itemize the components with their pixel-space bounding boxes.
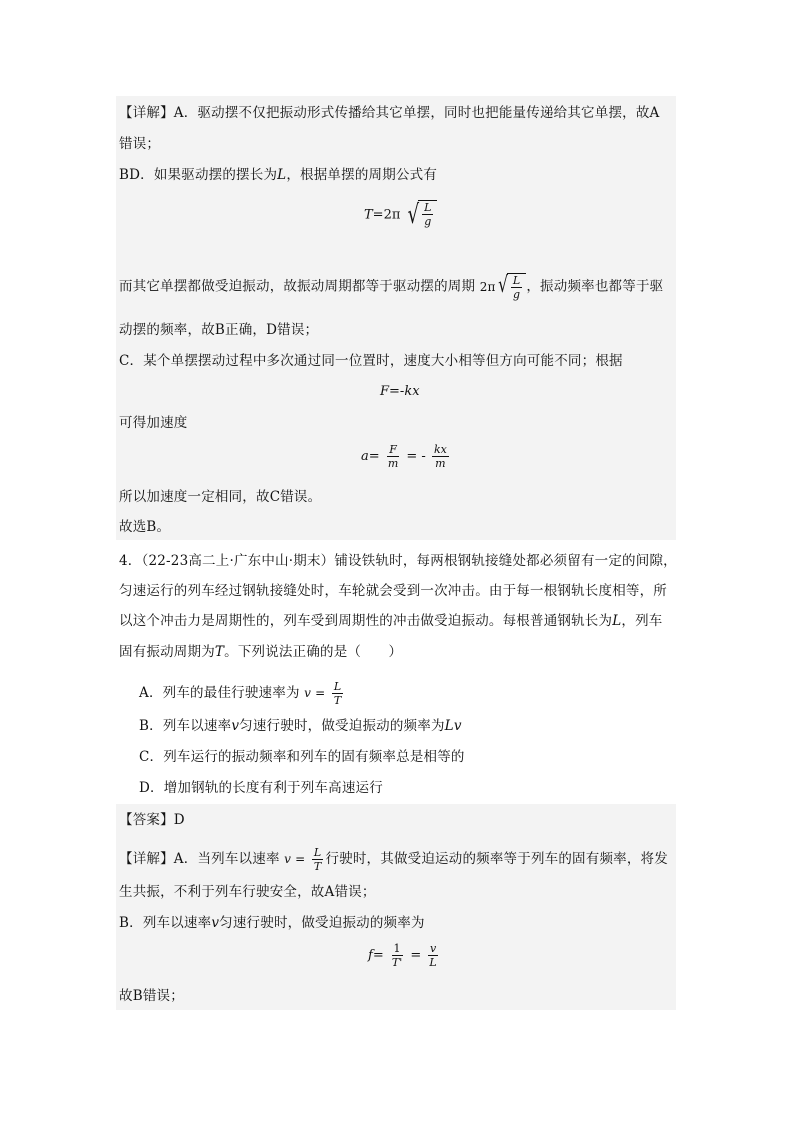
denominator: L bbox=[429, 956, 437, 969]
denominator: T bbox=[333, 694, 342, 707]
answer-explanation-line-2: 生共振，不利于列车行驶安全，故A错误； bbox=[119, 884, 376, 900]
var-v: v bbox=[211, 915, 220, 931]
formula-frequency bbox=[368, 942, 441, 969]
numerator: kx bbox=[433, 443, 447, 456]
fraction-kx-m bbox=[432, 443, 449, 470]
text: 固有振动周期为 bbox=[119, 644, 215, 660]
numerator: L bbox=[512, 274, 521, 287]
denominator: T bbox=[313, 860, 322, 873]
answer-explanation-line-1 bbox=[119, 846, 668, 873]
formula-restoring-force bbox=[380, 384, 420, 399]
fraction-L-T bbox=[332, 680, 344, 707]
text: 。下列说法正确的是（ ） bbox=[224, 644, 403, 660]
denominator: m bbox=[435, 457, 446, 470]
option-b[interactable] bbox=[139, 716, 462, 736]
text: ，根据单摆的周期公式有 bbox=[286, 167, 438, 183]
text: ，列车 bbox=[621, 613, 663, 629]
var-Lv: Lv bbox=[444, 718, 462, 734]
numerator: L bbox=[333, 680, 342, 693]
denominator: T' bbox=[391, 956, 403, 969]
explanation-block-shade bbox=[116, 96, 676, 540]
var-v: v bbox=[231, 718, 240, 734]
equals-minus: = - bbox=[406, 449, 426, 464]
radicand bbox=[418, 200, 437, 230]
explanation-line-7: C．某个单摆摆动过程中多次通过同一位置时，速度大小相等但方向可能不同；根据 bbox=[119, 353, 623, 369]
text: 而其它单摆都做受迫振动，故振动周期都等于驱动摆的周期 bbox=[119, 278, 476, 295]
explanation-line-9: 可得加速度 bbox=[119, 415, 188, 431]
var-L: L bbox=[612, 613, 622, 629]
text: 行驶时，其做受迫运动的频率等于列车的固有频率，将发 bbox=[325, 851, 668, 867]
sqrt bbox=[496, 273, 527, 301]
var-L: L bbox=[277, 167, 287, 183]
explanation-line-6: 动摆的频率，故B正确，D错误； bbox=[119, 322, 319, 338]
answer-explanation-line-3 bbox=[119, 913, 425, 933]
var-a: a bbox=[361, 449, 369, 464]
radical-sign: √ bbox=[497, 273, 508, 298]
numerator: F bbox=[389, 443, 397, 456]
expr: =-kx bbox=[389, 384, 420, 399]
var-T: T bbox=[364, 207, 373, 223]
question-line-3 bbox=[119, 611, 662, 631]
equals: = bbox=[368, 449, 380, 464]
sqrt bbox=[405, 200, 438, 230]
option-a[interactable] bbox=[139, 680, 345, 707]
equals: = bbox=[372, 948, 384, 963]
text: B．列车以速率 bbox=[119, 915, 212, 931]
formula-period bbox=[364, 200, 437, 230]
var-v: v = bbox=[284, 852, 306, 866]
numerator: v bbox=[429, 942, 437, 955]
question-line-2: 匀速运行的列车经过钢轨接缝处时，车轮就会受到一次冲击。由于每一根钢轨长度相等，所 bbox=[119, 583, 667, 599]
question-line-4 bbox=[119, 642, 402, 662]
fraction-L-g bbox=[511, 274, 523, 301]
denominator: g bbox=[424, 215, 432, 228]
explanation-line-12: 故选B。 bbox=[119, 519, 171, 535]
answer-explanation-line-5: 故B错误； bbox=[119, 988, 184, 1004]
denominator: m bbox=[387, 457, 399, 470]
fraction-L-T bbox=[312, 846, 324, 873]
text: 以这个冲击力是周期性的，列车受到周期性的冲击做受迫振动。每根普通钢轨长为 bbox=[119, 613, 613, 629]
option-d[interactable]: D．增加钢轨的长度有利于列车高速运行 bbox=[139, 780, 383, 796]
text: ，振动频率也都等于驱 bbox=[526, 278, 664, 295]
explanation-line-11: 所以加速度一定相同，故C错误。 bbox=[119, 489, 322, 505]
explanation-line-2: 错误； bbox=[119, 136, 161, 152]
two-pi: 2π bbox=[383, 207, 401, 223]
numerator: L bbox=[424, 201, 432, 214]
var-v: v = bbox=[304, 686, 326, 700]
question-line-1: 4．（22-23高二上·广东中山·期末）铺设铁轨时，每两根钢轨接缝处都必须留有一定的间隙， bbox=[119, 553, 677, 569]
option-a-text: A．列车的最佳行驶速率为 bbox=[139, 685, 300, 701]
radicand bbox=[507, 273, 527, 301]
option-c[interactable]: C．列车运行的振动频率和列车的固有频率总是相等的 bbox=[139, 749, 465, 765]
text: B．列车以速率 bbox=[139, 718, 232, 734]
denominator: g bbox=[512, 288, 521, 301]
text: BD．如果驱动摆的摆长为 bbox=[119, 167, 278, 183]
explanation-line-1: 【详解】A．驱动摆不仅把振动形式传播给其它单摆，同时也把能量传递给其它单摆，故A bbox=[119, 105, 660, 121]
formula-inline-period bbox=[480, 273, 527, 301]
numerator: L bbox=[313, 846, 322, 859]
two-pi: 2π bbox=[479, 280, 496, 294]
equals: = bbox=[372, 207, 384, 223]
fraction-v-L bbox=[427, 942, 438, 969]
var-F: F bbox=[380, 384, 390, 399]
radical-sign: √ bbox=[407, 200, 419, 230]
explanation-line-3 bbox=[119, 165, 437, 185]
text: 匀速行驶时，做受迫振动的频率为 bbox=[239, 718, 445, 734]
text: 匀速行驶时，做受迫振动的频率为 bbox=[219, 915, 425, 931]
explanation-line-5 bbox=[119, 273, 663, 301]
fraction-L-g bbox=[422, 201, 433, 230]
fraction-1-T bbox=[390, 942, 404, 969]
formula-acceleration bbox=[361, 443, 451, 470]
answer-block-shade bbox=[116, 804, 676, 1010]
fraction-F-m bbox=[386, 443, 400, 470]
var-T: T bbox=[214, 644, 225, 660]
numerator: 1 bbox=[393, 942, 401, 955]
answer-line: 【答案】D bbox=[119, 812, 185, 828]
equals: = bbox=[410, 948, 422, 963]
text: 【详解】A．当列车以速率 bbox=[119, 851, 280, 867]
var-f: f bbox=[368, 948, 373, 963]
